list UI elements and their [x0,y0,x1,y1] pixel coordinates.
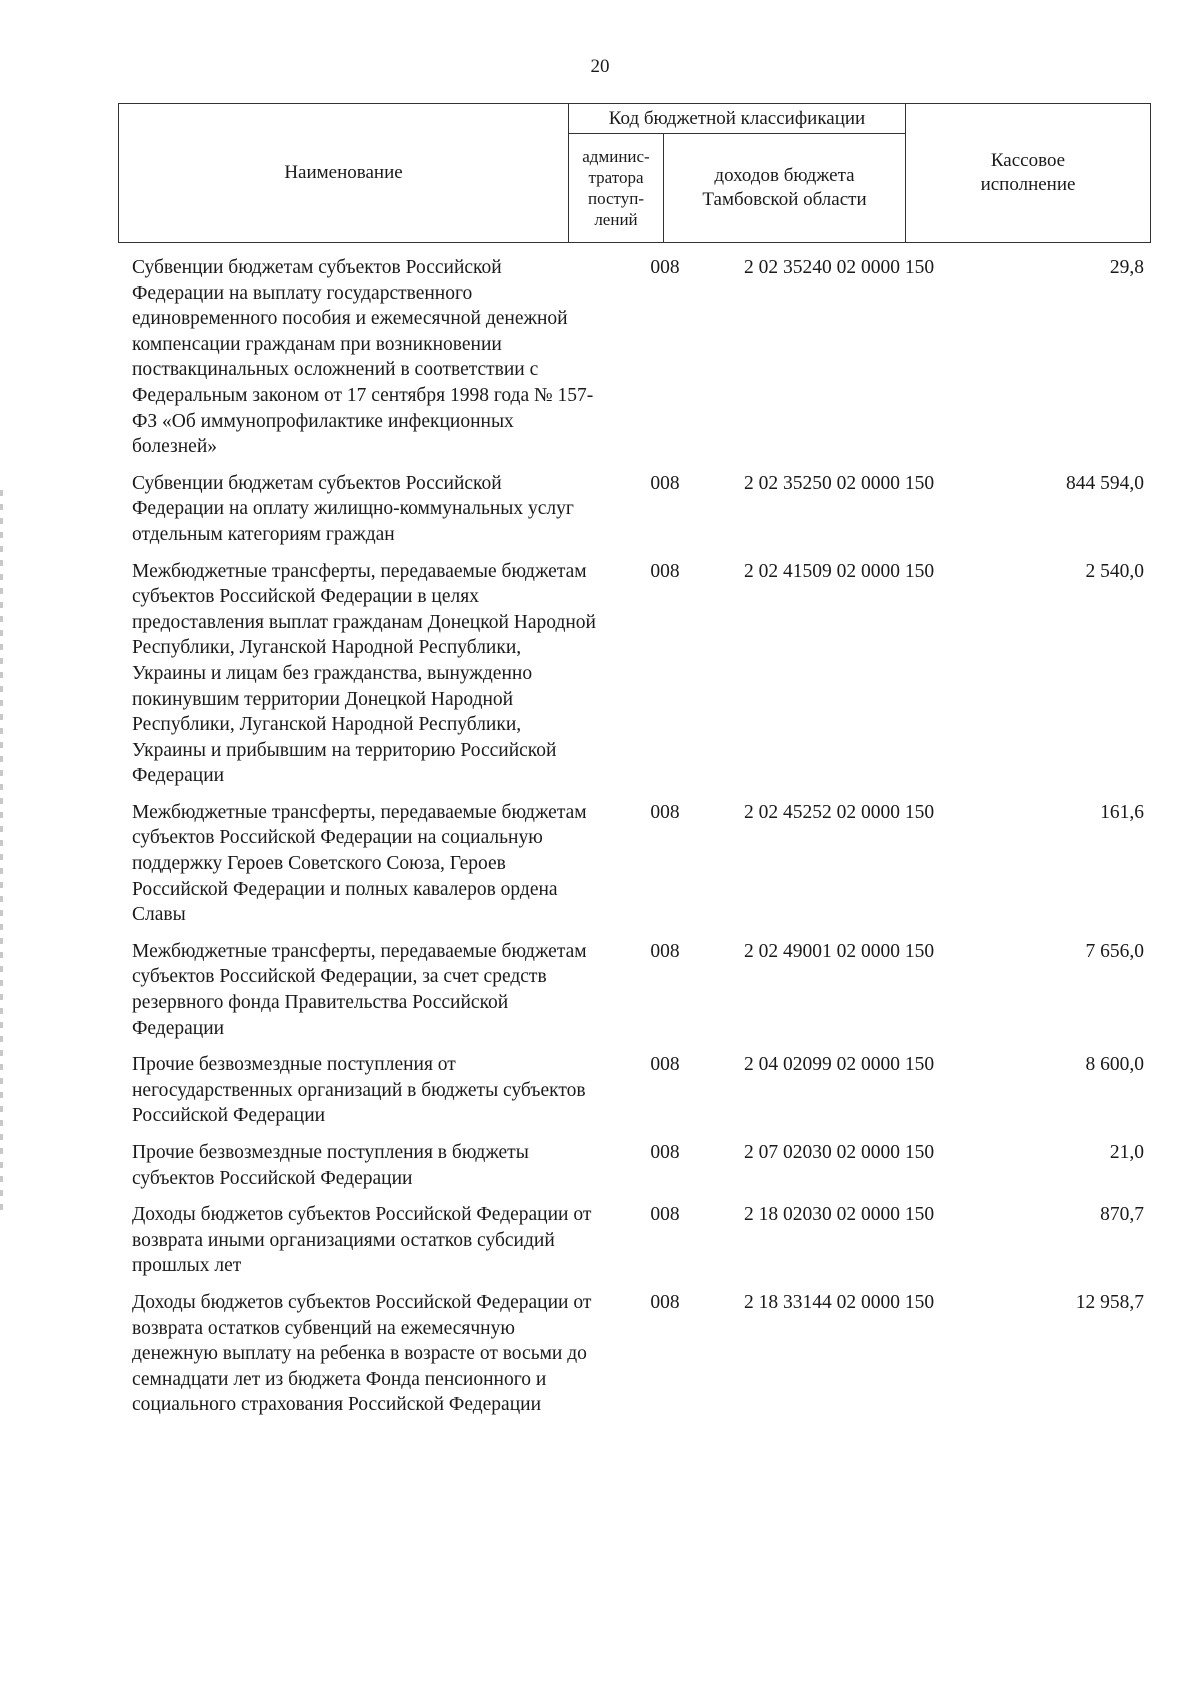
page-number: 20 [590,56,610,77]
header-income [664,134,906,243]
row-admin-code: 008 [650,1204,680,1226]
row-amount: 29,8 [1109,257,1144,278]
row-admin-code: 008 [650,1291,680,1313]
header-admin-line-4: лений [594,210,638,229]
table-row [132,939,1148,1041]
header-execution-line-2: исполнение [980,174,1076,195]
row-name: Межбюджетные трансферты, передаваемые бюджетам субъектов Российской Федерации, за счет средств резервного фонда Правительства Российской Федерации [132,940,587,1039]
row-name: Прочие безвозмездные поступления в бюджеты субъектов Российской Федерации [132,1142,529,1189]
row-admin-code: 008 [650,1054,680,1076]
header-name: Наименование [119,104,569,243]
table-row [132,1052,1148,1129]
header-execution-line-1: Кассовое [990,150,1066,171]
row-admin-code: 008 [650,560,680,582]
row-amount: 12 958,7 [1075,1291,1144,1313]
scan-edge-artifact [0,490,3,1210]
header-income-line-1: доходов бюджета [714,165,855,186]
header-execution [906,104,1151,243]
row-amount: 870,7 [1100,1204,1144,1226]
header-admin-line-3: поступ- [587,189,645,208]
table-row [132,800,1148,928]
table-row [132,471,1148,548]
row-name: Субвенции бюджетам субъектов Российской Федерации на выплату государственного единовременного пособия и ежемесячной денежной компенсации гражданам при возникновении поствакцинальных осложнений в соответствии с Федеральным законом от 17 сентября 1998 года № 157-ФЗ «Об иммунопрофилактике инфекционных болезней» [132,257,594,458]
header-admin [569,134,664,243]
table-row [132,255,1148,460]
table-row [132,1202,1148,1279]
row-income-code: 2 02 49001 02 0000 150 [743,940,935,962]
table-row [132,559,1148,789]
row-income-code: 2 07 02030 02 0000 150 [743,1142,935,1163]
table-header [118,103,1151,243]
table-row [132,1140,1148,1191]
row-name: Межбюджетные трансферты, передаваемые бюджетам субъектов Российской Федерации в целях предоставления выплат гражданам Донецкой Народной Республики, Луганской Народной Республики, Украины и лицам без гражданства, вынужденно покинувшим территории Донецкой Народной Республики, Луганской Народной Республики, Украины и прибывшим на территорию Российской Федерации [132,560,596,787]
header-code-group: Код бюджетной классификации [569,104,906,134]
row-name: Доходы бюджетов субъектов Российской Федерации от возврата иными организациями остатков субсидий прошлых лет [132,1204,592,1277]
row-income-code: 2 02 45252 02 0000 150 [743,801,935,823]
header-admin-line-1: админис- [582,147,650,166]
row-amount: 8 600,0 [1085,1054,1144,1076]
table-row [132,1290,1148,1418]
row-admin-code: 008 [650,1142,680,1163]
row-income-code: 2 18 02030 02 0000 150 [743,1204,935,1226]
row-admin-code: 008 [650,257,680,278]
row-amount: 21,0 [1109,1142,1144,1163]
row-name: Субвенции бюджетам субъектов Российской Федерации на оплату жилищно-коммунальных услуг отдельным категориям граждан [132,472,574,545]
row-name: Межбюджетные трансферты, передаваемые бюджетам субъектов Российской Федерации на социальную поддержку Героев Советского Союза, Героев Российской Федерации и полных кавалеров ордена Славы [132,801,587,926]
row-amount: 7 656,0 [1085,940,1144,962]
row-income-code: 2 02 35250 02 0000 150 [743,472,935,494]
header-admin-line-2: тратора [588,168,644,187]
row-income-code: 2 04 02099 02 0000 150 [743,1054,935,1076]
row-amount: 2 540,0 [1085,560,1144,582]
header-income-line-2: Тамбовской области [702,189,867,210]
row-name: Доходы бюджетов субъектов Российской Федерации от возврата остатков субвенций на ежемесячную денежную выплату на ребенка в возрасте от восьми до семнадцати лет из бюджета Фонда пенсионного и социального страхования Российской Федерации [132,1291,592,1416]
row-amount: 844 594,0 [1066,472,1144,494]
row-income-code: 2 02 35240 02 0000 150 [743,257,935,278]
row-income-code: 2 02 41509 02 0000 150 [743,560,935,582]
row-admin-code: 008 [650,940,680,962]
row-amount: 161,6 [1100,801,1144,823]
row-admin-code: 008 [650,472,680,494]
table-body [132,255,1148,1429]
row-name: Прочие безвозмездные поступления от негосударственных организаций в бюджеты субъектов Российской Федерации [132,1054,586,1127]
row-income-code: 2 18 33144 02 0000 150 [743,1291,935,1313]
row-admin-code: 008 [650,801,680,823]
